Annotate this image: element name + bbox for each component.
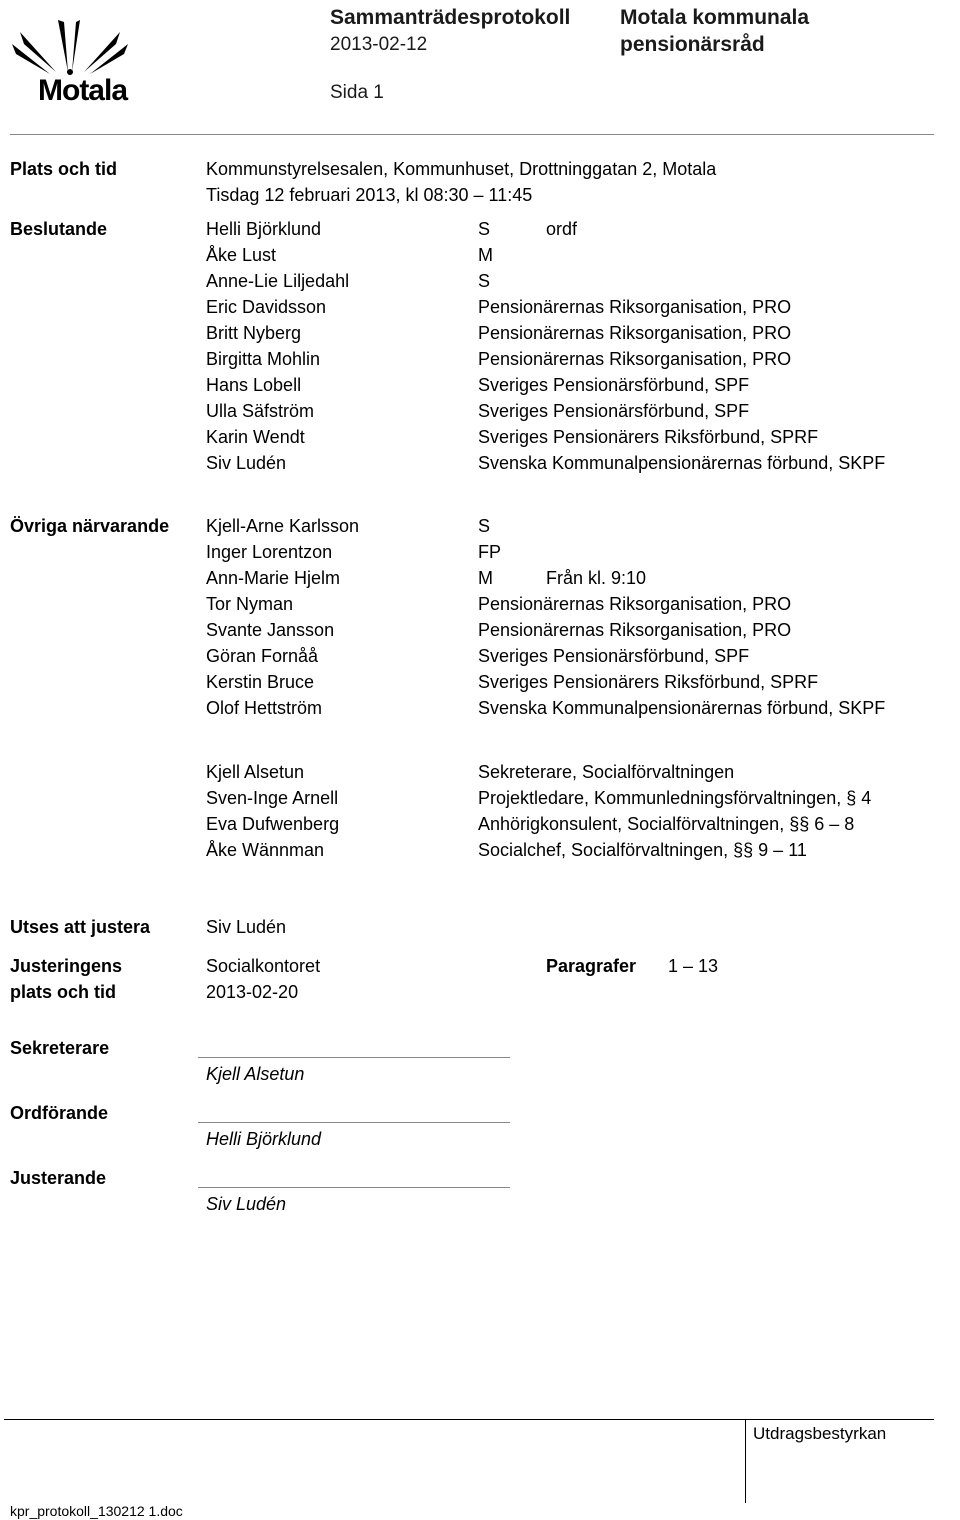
attendee-org: Pensionärernas Riksorganisation, PRO [478,594,792,614]
attendee-org: Sveriges Pensionärers Riksförbund, SPRF [478,672,819,692]
paragrafer-value: 1 – 13 [668,956,719,976]
justeringens-label-line2: plats och tid [10,982,117,1002]
signature-label: Justerande [10,1168,107,1188]
logo-wordmark: Motala [38,74,128,107]
justeringens-place: Socialkontoret [206,956,321,976]
attendee-name: Tor Nyman [206,594,294,614]
signature-name: Kjell Alsetun [206,1064,305,1084]
staff-name: Sven-Inge Arnell [206,788,339,808]
attendee-org: Sveriges Pensionärsförbund, SPF [478,646,750,666]
member-org: Sveriges Pensionärsförbund, SPF [478,401,750,421]
attendee-org: M [478,568,493,588]
meeting-date: 2013-02-12 [330,34,428,55]
member-org: Sveriges Pensionärsförbund, SPF [478,375,750,395]
header-divider [10,134,934,135]
member-org: Sveriges Pensionärers Riksförbund, SPRF [478,427,819,447]
attendee-org: Svenska Kommunalpensionärernas förbund, SKPF [478,698,886,718]
signature-line [198,1122,510,1123]
utses-value: Siv Ludén [206,917,287,937]
footer-divider [4,1419,934,1420]
staff-name: Eva Dufwenberg [206,814,340,834]
attendee-org: Pensionärernas Riksorganisation, PRO [478,620,792,640]
attendee-name: Kjell-Arne Karlsson [206,516,360,536]
page-number: Sida 1 [330,82,384,103]
justeringens-label-line1: Justeringens [10,956,123,976]
attendee-name: Svante Jansson [206,620,335,640]
org-name-line2: pensionärsråd [620,33,765,56]
member-name: Hans Lobell [206,375,302,395]
attendee-name: Inger Lorentzon [206,542,333,562]
member-name: Birgitta Mohlin [206,349,321,369]
attendee-org: S [478,516,491,536]
staff-role: Socialchef, Socialförvaltningen, §§ 9 – 11 [478,840,807,860]
staff-name: Åke Wännman [206,840,325,860]
crown-logo-icon [10,14,130,76]
plats-label: Plats och tid [10,159,118,179]
member-org: M [478,245,493,265]
attendee-name: Olof Hettström [206,698,323,718]
plats-time: Tisdag 12 februari 2013, kl 08:30 – 11:45 [206,185,533,205]
staff-role: Sekreterare, Socialförvaltningen [478,762,735,782]
signature-label: Ordförande [10,1103,109,1123]
member-name: Helli Björklund [206,219,322,239]
plats-location: Kommunstyrelsesalen, Kommunhuset, Drottninggatan 2, Motala [206,159,717,179]
member-org: Svenska Kommunalpensionärernas förbund, SKPF [478,453,886,473]
signature-name: Helli Björklund [206,1129,322,1149]
member-name: Anne-Lie Liljedahl [206,271,350,291]
attendee-name: Göran Fornåå [206,646,319,666]
justeringens-date: 2013-02-20 [206,982,299,1002]
motala-logo [10,14,130,106]
signature-label: Sekreterare [10,1038,110,1058]
attendee-name: Ann-Marie Hjelm [206,568,341,588]
attendee-note: Från kl. 9:10 [546,568,647,588]
member-org: S [478,271,491,291]
signature-line [198,1187,510,1188]
member-org: Pensionärernas Riksorganisation, PRO [478,297,792,317]
attendee-name: Kerstin Bruce [206,672,315,692]
member-name: Britt Nyberg [206,323,302,343]
member-name: Eric Davidsson [206,297,327,317]
paragrafer-label: Paragrafer [546,956,637,976]
member-name: Ulla Säfström [206,401,315,421]
member-name: Åke Lust [206,245,277,265]
org-name-line1: Motala kommunala [620,6,810,29]
signature-line [198,1057,510,1058]
staff-role: Projektledare, Kommunledningsförvaltningen, § 4 [478,788,872,808]
member-name: Siv Ludén [206,453,287,473]
member-org: Pensionärernas Riksorganisation, PRO [478,323,792,343]
member-org: S [478,219,491,239]
staff-role: Anhörigkonsulent, Socialförvaltningen, §§ 6 – 8 [478,814,855,834]
document-type: Sammanträdesprotokoll [330,6,571,29]
member-note: ordf [546,219,578,239]
signature-name: Siv Ludén [206,1194,287,1214]
utdragsbestyrkan-label: Utdragsbestyrkan [753,1424,887,1443]
ovriga-label: Övriga närvarande [10,516,170,536]
attendee-org: FP [478,542,502,562]
footer-vertical-divider [745,1419,746,1503]
staff-name: Kjell Alsetun [206,762,305,782]
file-name: kpr_protokoll_130212 1.doc [10,1503,183,1519]
beslutande-label: Beslutande [10,219,108,239]
member-org: Pensionärernas Riksorganisation, PRO [478,349,792,369]
utses-label: Utses att justera [10,917,151,937]
member-name: Karin Wendt [206,427,305,447]
